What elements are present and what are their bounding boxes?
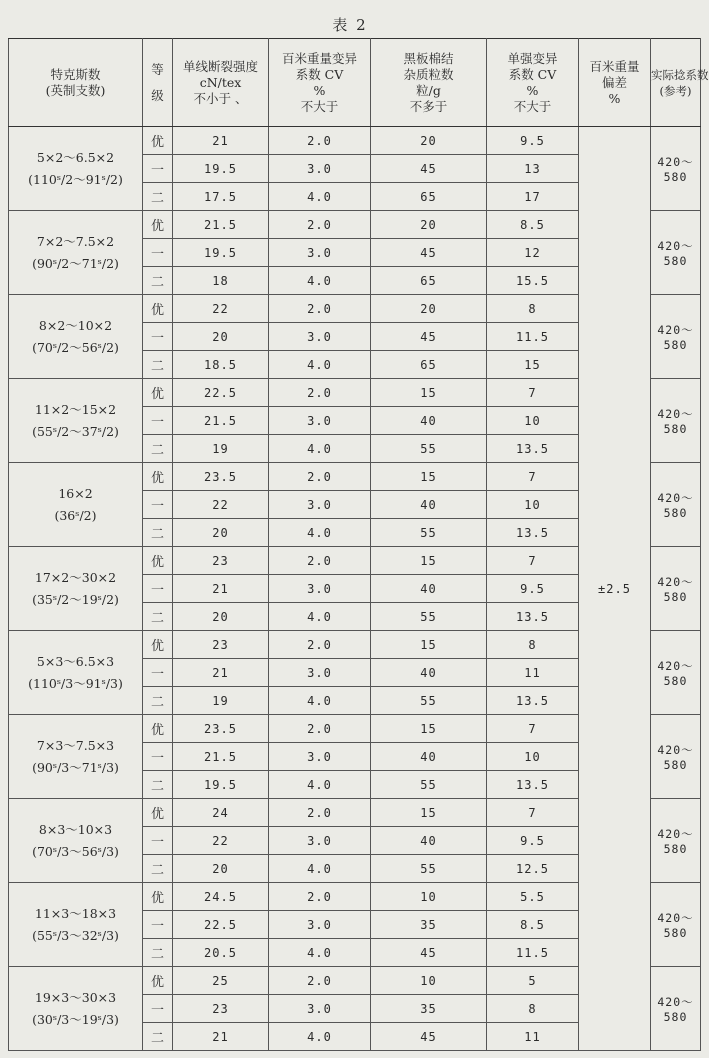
strength-cell: 23 [173,995,269,1023]
strength-cell: 21.5 [173,407,269,435]
spec-line: (90ˢ/2～71ˢ/2) [32,255,119,271]
spec-line: (110ˢ/2～91ˢ/2) [28,171,123,187]
cv-weight-cell: 4.0 [269,771,371,799]
header-grade: 等 级 [143,39,173,127]
twist-cell: 420～580 [651,379,701,463]
strength-cell: 25 [173,967,269,995]
cv-weight-cell: 2.0 [269,379,371,407]
grade-cell: 优 [143,127,173,155]
strength-cell: 22.5 [173,911,269,939]
grade-cell: 二 [143,939,173,967]
neps-cell: 20 [371,127,487,155]
grade-cell: 一 [143,155,173,183]
strength-cell: 22.5 [173,379,269,407]
spec-cell [9,211,143,295]
spec-line: 5×2～6.5×2 [36,149,115,165]
cv-weight-cell: 2.0 [269,295,371,323]
cv-single-cell: 9.5 [487,127,579,155]
neps-cell: 40 [371,659,487,687]
cv-single-cell: 13.5 [487,771,579,799]
spec-cell [9,127,143,211]
neps-cell: 45 [371,239,487,267]
twist-cell: 420～580 [651,967,701,1051]
cv-single-cell: 11.5 [487,323,579,351]
cv-single-cell: 12.5 [487,855,579,883]
cv-single-cell: 8.5 [487,211,579,239]
table-row [9,127,701,155]
strength-cell: 21 [173,575,269,603]
strength-cell: 19.5 [173,239,269,267]
neps-cell: 45 [371,1023,487,1051]
neps-cell: 40 [371,491,487,519]
strength-cell: 21.5 [173,743,269,771]
twist-cell: 420～580 [651,211,701,295]
spec-cell [9,799,143,883]
cv-weight-cell: 3.0 [269,575,371,603]
grade-cell: 一 [143,827,173,855]
cv-single-cell: 11.5 [487,939,579,967]
spec-cell [9,379,143,463]
cv-single-cell: 13.5 [487,603,579,631]
grade-cell: 优 [143,799,173,827]
grade-cell: 优 [143,631,173,659]
spec-line: 19×3～30×3 [34,989,117,1005]
cv-weight-cell: 3.0 [269,995,371,1023]
yarn-quality-table [8,38,709,1051]
spec-cell [9,631,143,715]
neps-cell: 15 [371,631,487,659]
cv-weight-cell: 4.0 [269,939,371,967]
grade-cell: 优 [143,715,173,743]
cv-single-cell: 15 [487,351,579,379]
strength-cell: 22 [173,295,269,323]
cv-weight-cell: 4.0 [269,351,371,379]
cv-weight-cell: 4.0 [269,183,371,211]
strength-cell: 20.5 [173,939,269,967]
header-twist: 实际捻系数 (参考) [651,39,701,127]
spec-cell [9,463,143,547]
grade-cell: 二 [143,519,173,547]
grade-cell: 二 [143,687,173,715]
cv-single-cell: 9.5 [487,827,579,855]
spec-line: 16×2 [58,485,93,501]
grade-cell: 一 [143,323,173,351]
table-caption: 表 2 [332,16,368,34]
spec-line: 5×3～6.5×3 [36,653,115,669]
twist-cell: 420～580 [651,547,701,631]
neps-cell: 10 [371,967,487,995]
cv-single-cell: 7 [487,715,579,743]
grade-cell: 一 [143,407,173,435]
strength-cell: 20 [173,323,269,351]
cv-single-cell: 10 [487,491,579,519]
cv-single-cell: 10 [487,743,579,771]
neps-cell: 55 [371,519,487,547]
neps-cell: 15 [371,715,487,743]
strength-cell: 23.5 [173,715,269,743]
spec-line: 11×2～15×2 [34,401,117,417]
spec-line: 17×2～30×2 [34,569,117,585]
neps-cell: 55 [371,771,487,799]
header-neps: 黑板棉结 杂质粒数 粒/g 不多于 [371,39,487,127]
cv-single-cell: 13.5 [487,435,579,463]
grade-cell: 优 [143,379,173,407]
strength-cell: 21.5 [173,211,269,239]
header-deviation: 百米重量 偏差 % [579,39,651,127]
cv-single-cell: 5 [487,967,579,995]
strength-cell: 20 [173,855,269,883]
strength-cell: 21 [173,127,269,155]
neps-cell: 40 [371,743,487,771]
grade-cell: 二 [143,267,173,295]
cv-weight-cell: 3.0 [269,155,371,183]
spec-line: (110ˢ/3～91ˢ/3) [28,675,123,691]
cv-weight-cell: 2.0 [269,715,371,743]
grade-cell: 一 [143,491,173,519]
grade-cell: 一 [143,743,173,771]
spec-line: 7×2～7.5×2 [36,233,115,249]
cv-single-cell: 7 [487,799,579,827]
spec-line: 8×2～10×2 [38,317,113,333]
neps-cell: 20 [371,211,487,239]
neps-cell: 55 [371,855,487,883]
grade-cell: 二 [143,1023,173,1051]
grade-cell: 优 [143,967,173,995]
strength-cell: 22 [173,827,269,855]
cv-weight-cell: 4.0 [269,1023,371,1051]
spec-line: 7×3～7.5×3 [36,737,115,753]
cv-single-cell: 12 [487,239,579,267]
neps-cell: 55 [371,687,487,715]
strength-cell: 18.5 [173,351,269,379]
strength-cell: 19.5 [173,771,269,799]
cv-weight-cell: 3.0 [269,491,371,519]
cv-weight-cell: 4.0 [269,687,371,715]
cv-single-cell: 15.5 [487,267,579,295]
header-cv-single: 单强变异 系数 CV % 不大于 [487,39,579,127]
spec-line: (55ˢ/2～37ˢ/2) [32,423,119,439]
grade-cell: 二 [143,855,173,883]
header-spec: 特克斯数 (英制支数) [9,39,143,127]
grade-cell: 一 [143,239,173,267]
spec-line: 8×3～10×3 [38,821,113,837]
strength-cell: 19 [173,435,269,463]
strength-cell: 19 [173,687,269,715]
cv-weight-cell: 3.0 [269,239,371,267]
twist-cell: 420～580 [651,463,701,547]
neps-cell: 20 [371,295,487,323]
spec-line: (90ˢ/3～71ˢ/3) [32,759,119,775]
strength-cell: 24 [173,799,269,827]
neps-cell: 55 [371,435,487,463]
neps-cell: 15 [371,547,487,575]
spec-line: 11×3～18×3 [34,905,117,921]
cv-weight-cell: 4.0 [269,435,371,463]
twist-cell: 420～580 [651,715,701,799]
header-strength: 单线断裂强度 cN/tex 不小于 、 [173,39,269,127]
cv-single-cell: 11 [487,659,579,687]
cv-single-cell: 13.5 [487,687,579,715]
neps-cell: 35 [371,911,487,939]
strength-cell: 23 [173,631,269,659]
cv-single-cell: 8.5 [487,911,579,939]
strength-cell: 20 [173,603,269,631]
twist-cell: 420～580 [651,295,701,379]
grade-cell: 二 [143,771,173,799]
spec-cell [9,295,143,379]
spec-line: (70ˢ/3～56ˢ/3) [32,843,119,859]
strength-cell: 21 [173,1023,269,1051]
spec-line: (55ˢ/3～32ˢ/3) [32,927,119,943]
cv-weight-cell: 3.0 [269,323,371,351]
neps-cell: 55 [371,603,487,631]
grade-cell: 二 [143,351,173,379]
cv-single-cell: 13.5 [487,519,579,547]
strength-cell: 17.5 [173,183,269,211]
cv-single-cell: 8 [487,631,579,659]
spec-line: (70ˢ/2～56ˢ/2) [32,339,119,355]
strength-cell: 23.5 [173,463,269,491]
neps-cell: 45 [371,155,487,183]
spec-line: (35ˢ/2～19ˢ/2) [32,591,119,607]
grade-cell: 优 [143,883,173,911]
spec-cell [9,967,143,1051]
twist-cell: 420～580 [651,127,701,211]
cv-weight-cell: 2.0 [269,463,371,491]
cv-weight-cell: 4.0 [269,267,371,295]
neps-cell: 45 [371,323,487,351]
deviation-cell: ±2.5 [579,127,651,1051]
cv-single-cell: 10 [487,407,579,435]
strength-cell: 19.5 [173,155,269,183]
cv-single-cell: 5.5 [487,883,579,911]
neps-cell: 10 [371,883,487,911]
neps-cell: 40 [371,407,487,435]
cv-single-cell: 13 [487,155,579,183]
cv-single-cell: 7 [487,547,579,575]
strength-cell: 23 [173,547,269,575]
cv-single-cell: 8 [487,295,579,323]
grade-cell: 二 [143,183,173,211]
neps-cell: 65 [371,267,487,295]
grade-cell: 优 [143,463,173,491]
neps-cell: 15 [371,799,487,827]
grade-cell: 优 [143,547,173,575]
cv-weight-cell: 4.0 [269,855,371,883]
header-cv-weight: 百米重量变异 系数 CV % 不大于 [269,39,371,127]
grade-cell: 一 [143,575,173,603]
strength-cell: 20 [173,519,269,547]
cv-single-cell: 7 [487,463,579,491]
twist-cell: 420～580 [651,799,701,883]
strength-cell: 18 [173,267,269,295]
cv-weight-cell: 4.0 [269,603,371,631]
cv-weight-cell: 2.0 [269,547,371,575]
cv-single-cell: 17 [487,183,579,211]
cv-weight-cell: 3.0 [269,659,371,687]
cv-weight-cell: 2.0 [269,799,371,827]
cv-weight-cell: 2.0 [269,883,371,911]
neps-cell: 35 [371,995,487,1023]
strength-cell: 24.5 [173,883,269,911]
neps-cell: 65 [371,183,487,211]
grade-cell: 二 [143,603,173,631]
twist-cell: 420～580 [651,631,701,715]
spec-cell [9,883,143,967]
neps-cell: 45 [371,939,487,967]
cv-single-cell: 8 [487,995,579,1023]
spec-line: (36ˢ/2) [54,507,97,523]
spec-cell [9,715,143,799]
neps-cell: 40 [371,827,487,855]
grade-cell: 优 [143,211,173,239]
strength-cell: 22 [173,491,269,519]
strength-cell: 21 [173,659,269,687]
neps-cell: 65 [371,351,487,379]
spec-line: (30ˢ/3～19ˢ/3) [32,1011,119,1027]
grade-cell: 一 [143,995,173,1023]
cv-single-cell: 11 [487,1023,579,1051]
cv-weight-cell: 2.0 [269,211,371,239]
cv-weight-cell: 2.0 [269,967,371,995]
cv-weight-cell: 4.0 [269,519,371,547]
cv-weight-cell: 3.0 [269,743,371,771]
neps-cell: 15 [371,463,487,491]
cv-single-cell: 7 [487,379,579,407]
cv-single-cell: 9.5 [487,575,579,603]
cv-weight-cell: 3.0 [269,827,371,855]
grade-cell: 一 [143,659,173,687]
grade-cell: 二 [143,435,173,463]
header-row [9,39,701,127]
neps-cell: 40 [371,575,487,603]
cv-weight-cell: 3.0 [269,911,371,939]
cv-weight-cell: 2.0 [269,631,371,659]
grade-cell: 一 [143,911,173,939]
cv-weight-cell: 2.0 [269,127,371,155]
twist-cell: 420～580 [651,883,701,967]
grade-cell: 优 [143,295,173,323]
cv-weight-cell: 3.0 [269,407,371,435]
spec-cell [9,547,143,631]
neps-cell: 15 [371,379,487,407]
